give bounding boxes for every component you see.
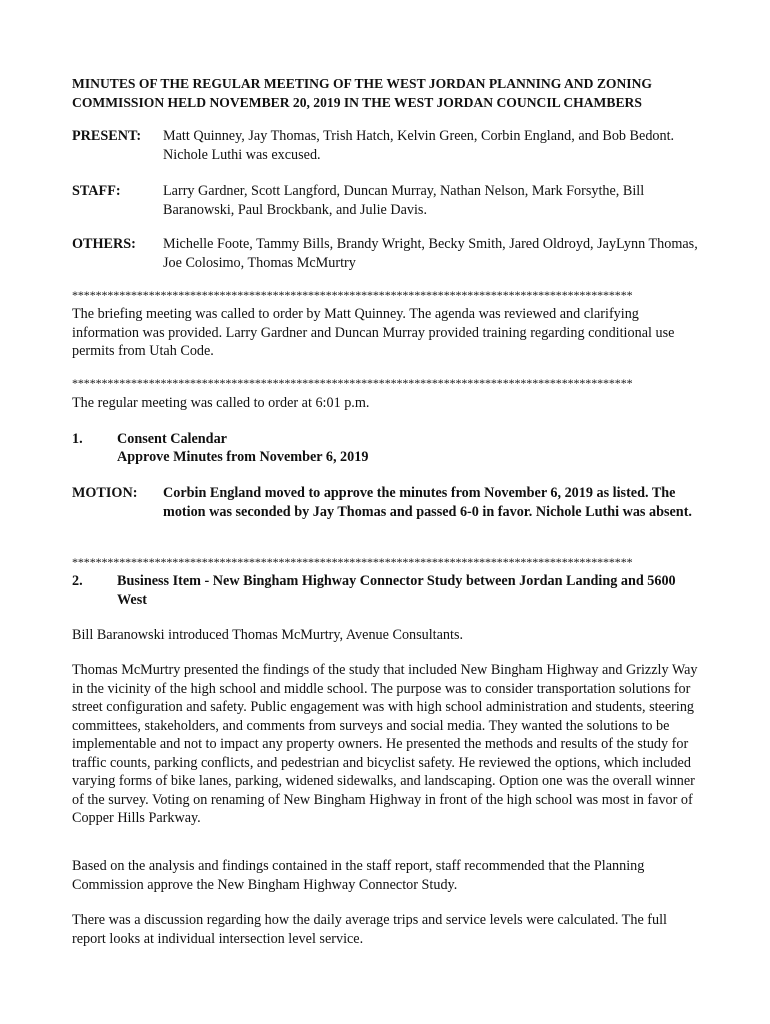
item2-title: Business Item - New Bingham Highway Connector Study between Jordan Landing and 5600 West bbox=[117, 573, 676, 608]
staff-label: STAFF: bbox=[72, 183, 121, 199]
regular-open-paragraph: The regular meeting was called to order at 6:01 p.m. bbox=[72, 395, 370, 411]
briefing-paragraph: The briefing meeting was called to order by Matt Quinney. The agenda was reviewed and clarifying information was provided. Larry Gardner and Duncan Murray provided training regarding conditional use permits from Utah Code. bbox=[72, 306, 675, 359]
separator-3: *********************************************************************************************** bbox=[72, 555, 633, 569]
item2-paragraph-4: There was a discussion regarding how the daily average trips and service levels were calculated. The full report looks at individual intersection level service. bbox=[72, 912, 667, 947]
item2-number: 2. bbox=[72, 573, 83, 589]
item1-title: Consent Calendar bbox=[117, 431, 227, 447]
present-label: PRESENT: bbox=[72, 128, 142, 144]
item2-paragraph-1: Bill Baranowski introduced Thomas McMurtry, Avenue Consultants. bbox=[72, 627, 464, 643]
staff-list: Larry Gardner, Scott Langford, Duncan Murray, Nathan Nelson, Mark Forsythe, Bill Baranowski, Paul Brockbank, and Julie Davis. bbox=[163, 183, 645, 218]
others-list: Michelle Foote, Tammy Bills, Brandy Wright, Becky Smith, Jared Oldroyd, JayLynn Thomas, Joe Colosimo, Thomas McMurtry bbox=[163, 236, 698, 271]
motion-text: Corbin England moved to approve the minutes from November 6, 2019 as listed. The motion was seconded by Jay Thomas and passed 6-0 in favor. Nichole Luthi was absent. bbox=[163, 485, 692, 520]
present-list: Matt Quinney, Jay Thomas, Trish Hatch, Kelvin Green, Corbin England, and Bob Bedont. Nichole Luthi was excused. bbox=[163, 128, 675, 163]
others-label: OTHERS: bbox=[72, 236, 136, 252]
minutes-title: MINUTES OF THE REGULAR MEETING OF THE WEST JORDAN PLANNING AND ZONING COMMISSION HELD NOVEMBER 20, 2019 IN THE WEST JORDAN COUNCIL CHAMBERS bbox=[72, 76, 652, 110]
item1-subtitle: Approve Minutes from November 6, 2019 bbox=[117, 449, 369, 465]
motion-label: MOTION: bbox=[72, 485, 138, 501]
item1-number: 1. bbox=[72, 431, 83, 447]
separator-2: *********************************************************************************************** bbox=[72, 376, 633, 390]
separator-1: *********************************************************************************************** bbox=[72, 288, 633, 302]
item2-paragraph-3: Based on the analysis and findings contained in the staff report, staff recommended that the Planning Commission approve the New Bingham Highway Connector Study. bbox=[72, 858, 645, 893]
item2-paragraph-2: Thomas McMurtry presented the findings of the study that included New Bingham Highway and Grizzly Way in the vicinity of the high school and middle school. The purpose was to consider transportation solutions for street configuration and safety. Public engagement was with high school administration and students, steering committees, stakeholders, and comments from surveys and social media. They wanted the solutions to be implementable and not to impact any property owners. He presented the methods and results of the study for traffic counts, parking conflicts, and pedestrian and bicyclist safety. He reviewed the options, which included varying forms of bike lanes, parking, widened sidewalks, and landscaping. Option one was the overall winner of the survey. Voting on renaming of New Bingham Highway in front of the high school was most in favor of Copper Hills Parkway. bbox=[72, 662, 698, 826]
